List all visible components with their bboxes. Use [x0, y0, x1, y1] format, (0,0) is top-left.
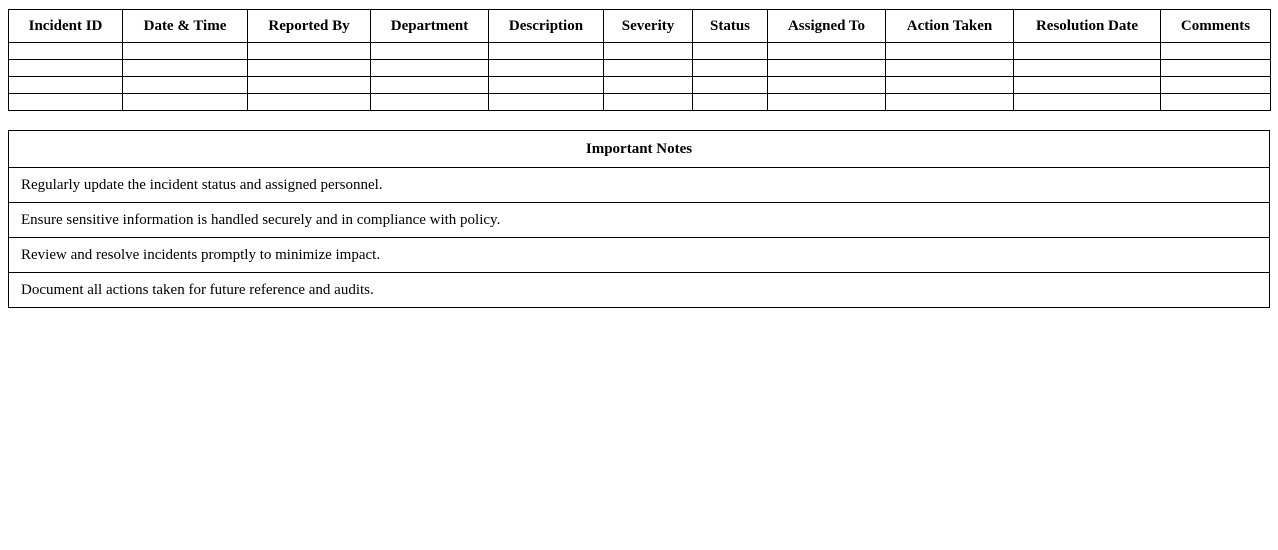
table-cell[interactable]	[768, 94, 886, 111]
table-row	[9, 60, 1271, 77]
table-cell[interactable]	[9, 60, 123, 77]
table-cell[interactable]	[489, 60, 604, 77]
table-cell[interactable]	[1014, 60, 1161, 77]
table-cell[interactable]	[371, 60, 489, 77]
table-cell[interactable]	[1161, 43, 1271, 60]
note-item: Review and resolve incidents promptly to minimize impact.	[9, 238, 1270, 273]
note-item: Document all actions taken for future reference and audits.	[9, 273, 1270, 308]
table-cell[interactable]	[1161, 77, 1271, 94]
table-cell[interactable]	[123, 77, 248, 94]
column-header-reported-by: Reported By	[248, 10, 371, 43]
note-item: Ensure sensitive information is handled securely and in compliance with policy.	[9, 203, 1270, 238]
table-cell[interactable]	[371, 94, 489, 111]
column-header-status: Status	[693, 10, 768, 43]
table-cell[interactable]	[248, 94, 371, 111]
table-cell[interactable]	[604, 43, 693, 60]
important-notes-table	[8, 130, 1270, 308]
table-cell[interactable]	[886, 43, 1014, 60]
column-header-severity: Severity	[604, 10, 693, 43]
column-header-description: Description	[489, 10, 604, 43]
table-cell[interactable]	[768, 60, 886, 77]
note-row	[9, 273, 1270, 308]
table-cell[interactable]	[604, 77, 693, 94]
table-cell[interactable]	[693, 77, 768, 94]
table-cell[interactable]	[604, 94, 693, 111]
table-cell[interactable]	[886, 60, 1014, 77]
column-header-date-time: Date & Time	[123, 10, 248, 43]
incident-table-body	[9, 43, 1271, 111]
table-cell[interactable]	[1014, 94, 1161, 111]
table-cell[interactable]	[371, 77, 489, 94]
column-header-incident-id: Incident ID	[9, 10, 123, 43]
table-cell[interactable]	[693, 43, 768, 60]
table-cell[interactable]	[9, 94, 123, 111]
column-header-assigned-to: Assigned To	[768, 10, 886, 43]
table-cell[interactable]	[604, 60, 693, 77]
table-cell[interactable]	[1161, 60, 1271, 77]
table-row	[9, 43, 1271, 60]
column-header-action-taken: Action Taken	[886, 10, 1014, 43]
table-cell[interactable]	[693, 94, 768, 111]
table-cell[interactable]	[886, 77, 1014, 94]
table-row	[9, 77, 1271, 94]
table-row	[9, 94, 1271, 111]
table-cell[interactable]	[768, 43, 886, 60]
table-cell[interactable]	[123, 94, 248, 111]
table-cell[interactable]	[489, 77, 604, 94]
table-cell[interactable]	[371, 43, 489, 60]
notes-title: Important Notes	[9, 131, 1270, 168]
note-row	[9, 238, 1270, 273]
column-header-department: Department	[371, 10, 489, 43]
notes-header-row	[9, 131, 1270, 168]
table-header-row	[9, 10, 1271, 43]
page-content	[8, 9, 1270, 308]
table-cell[interactable]	[9, 77, 123, 94]
table-cell[interactable]	[489, 43, 604, 60]
table-cell[interactable]	[693, 60, 768, 77]
table-cell[interactable]	[248, 60, 371, 77]
incident-log-table	[8, 9, 1271, 111]
table-cell[interactable]	[1161, 94, 1271, 111]
column-header-comments: Comments	[1161, 10, 1271, 43]
table-cell[interactable]	[768, 77, 886, 94]
table-cell[interactable]	[248, 77, 371, 94]
table-cell[interactable]	[9, 43, 123, 60]
table-cell[interactable]	[123, 43, 248, 60]
column-header-resolution-date: Resolution Date	[1014, 10, 1161, 43]
note-row	[9, 203, 1270, 238]
note-row	[9, 168, 1270, 203]
table-cell[interactable]	[248, 43, 371, 60]
note-item: Regularly update the incident status and assigned personnel.	[9, 168, 1270, 203]
table-cell[interactable]	[489, 94, 604, 111]
table-cell[interactable]	[1014, 77, 1161, 94]
table-cell[interactable]	[1014, 43, 1161, 60]
table-cell[interactable]	[123, 60, 248, 77]
table-cell[interactable]	[886, 94, 1014, 111]
